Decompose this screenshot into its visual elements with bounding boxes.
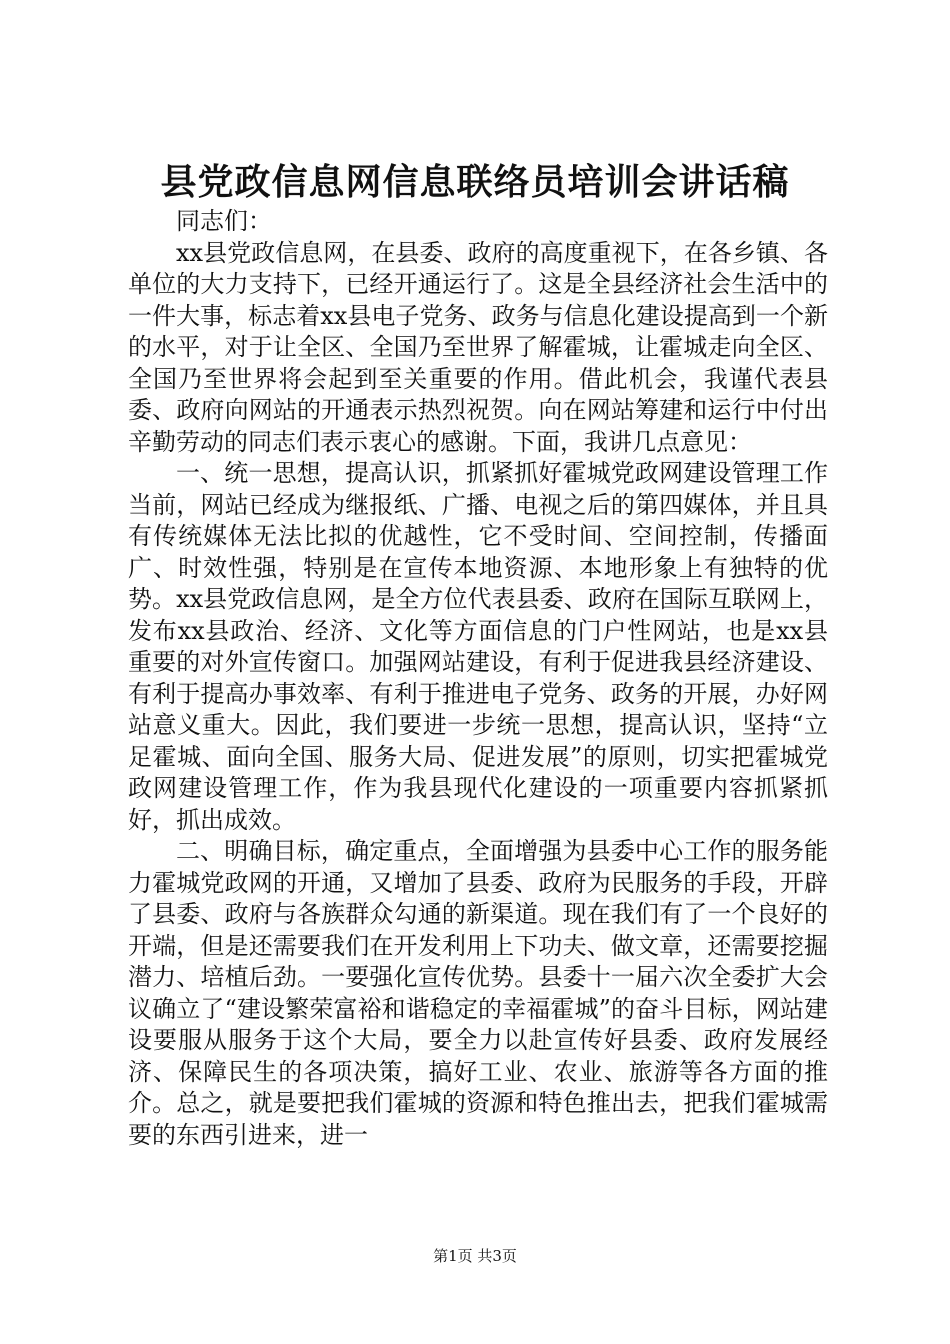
page-indicator: 第1页 共3页 (433, 1247, 517, 1265)
salutation: 同志们： (176, 207, 272, 235)
document-body (128, 206, 828, 1151)
paragraph-intro: xx县党政信息网，在县委、政府的高度重视下，在各乡镇、各单位的大力支持下，已经开通运行了。这是全县经济社会生活中的一件大事，标志着xx县电子党务、政务与信息化建设提高到一个新的水平，对于让全区、全国乃至世界了解霍城，让霍城走向全区、全国乃至世界将会起到至关重要的作用。借此机会，我谨代表县委、政府向网站的开通表示热烈祝贺。向在网站筹建和运行中付出辛勤劳动的同志们表示衷心的感谢。下面，我讲几点意见： (128, 238, 828, 456)
paragraph-section-one: 一、统一思想，提高认识，抓紧抓好霍城党政网建设管理工作当前，网站已经成为继报纸、广播、电视之后的第四媒体，并且具有传统媒体无法比拟的优越性，它不受时间、空间控制，传播面广、时效性强，特别是在宣传本地资源、本地形象上有独特的优势。xx县党政信息网，是全方位代表县委、政府在国际互联网上，发布xx县政治、经济、文化等方面信息的门户性网站，也是xx县重要的对外宣传窗口。加强网站建设，有利于促进我县经济建设、有利于提高办事效率、有利于推进电子党务、政务的开展，办好网站意义重大。因此，我们要进一步统一思想，提高认识，坚持“立足霍城、面向全国、服务大局、促进发展”的原则，切实把霍城党政网建设管理工作，作为我县现代化建设的一项重要内容抓紧抓好，抓出成效。 (128, 459, 828, 834)
paragraph-section-two: 二、明确目标，确定重点，全面增强为县委中心工作的服务能力霍城党政网的开通，又增加了县委、政府为民服务的手段，开辟了县委、政府与各族群众勾通的新渠道。现在我们有了一个良好的开端，但是还需要我们在开发利用上下功夫、做文章，还需要挖掘潜力、培植后劲。一要强化宣传优势。县委十一届六次全委扩大会议确立了“建设繁荣富裕和谐稳定的幸福霍城”的奋斗目标，网站建设要服从服务于这个大局，要全力以赴宣传好县委、政府发展经济、保障民生的各项决策，搞好工业、农业、旅游等各方面的推介。总之，就是要把我们霍城的资源和特色推出去，把我们霍城需要的东西引进来，进一 (128, 837, 828, 1149)
page-footer (0, 1246, 950, 1266)
document-title: 县党政信息网信息联络员培训会讲话稿 (160, 161, 790, 203)
